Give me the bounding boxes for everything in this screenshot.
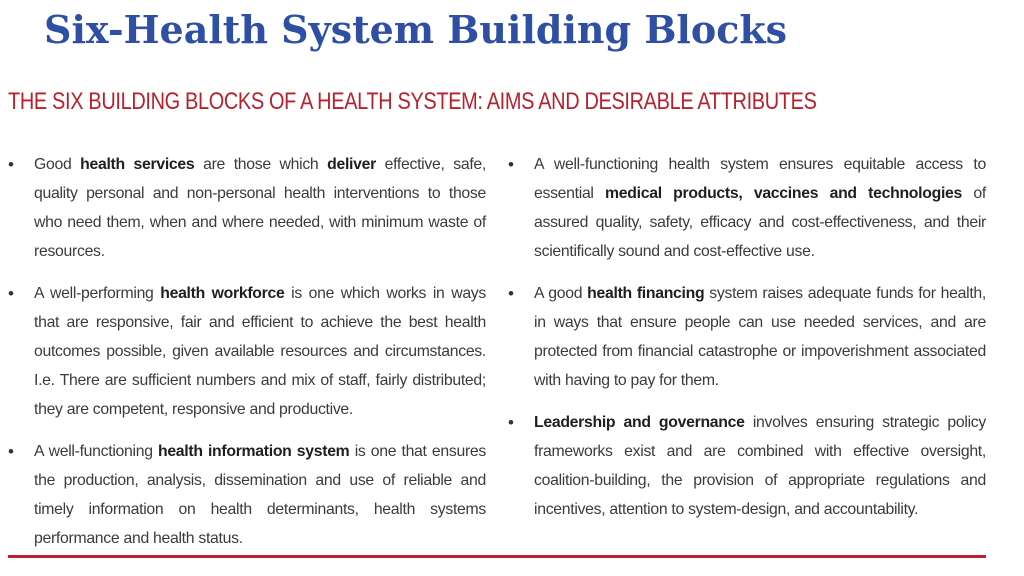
bullet-text: A well-performing health workforce is one which works in ways that are responsive, fair and efficient to achieve the best health outcomes possible, given available resources and circumstances. I.e. There are sufficient numbers and mix of staff, fairly distributed; they are competent, responsive and productive. (34, 285, 486, 418)
bullet-icon: • (508, 155, 514, 174)
bullet-health-workforce (8, 279, 486, 424)
footer-rule (8, 555, 986, 558)
bullet-icon: • (8, 284, 14, 303)
bullet-health-services (8, 150, 486, 266)
bullet-leadership-governance (508, 408, 986, 524)
slide-title: Six-Health System Building Blocks (44, 7, 788, 52)
bullet-icon: • (8, 155, 14, 174)
bullet-icon: • (508, 413, 514, 432)
bullet-icon: • (8, 442, 14, 461)
right-column (508, 150, 986, 537)
bullet-icon: • (508, 284, 514, 303)
bullet-text: A well-functioning health information system is one that ensures the production, analysis, dissemination and use of reliable and timely information on health determinants, health systems performance and health status. (34, 443, 486, 547)
bullet-text: Leadership and governance involves ensuring strategic policy frameworks exist and are combined with effective oversight, coalition-building, the provision of appropriate regulations and incentives, attention to system-design, and accountability. (534, 414, 987, 518)
bullet-health-financing (508, 279, 986, 395)
bullet-text: Good health services are those which deliver effective, safe, quality personal and non-personal health interventions to those who need them, when and where needed, with minimum waste of resources. (34, 156, 486, 260)
left-column (8, 150, 486, 566)
bullet-text: A well-functioning health system ensures equitable access to essential medical products, vaccines and technologies of assured quality, safety, efficacy and cost-effectiveness, and their scientifically sound and cost-effective use. (534, 156, 986, 260)
bullet-medical-products (508, 150, 986, 266)
bullet-health-information-system (8, 437, 486, 553)
document-header: THE SIX BUILDING BLOCKS OF A HEALTH SYSTEM: AIMS AND DESIRABLE ATTRIBUTES (8, 88, 817, 115)
bullet-text: A good health financing system raises adequate funds for health, in ways that ensure people can use needed services, and are protected from financial catastrophe or impoverishment associated with having to pay for them. (534, 285, 986, 389)
